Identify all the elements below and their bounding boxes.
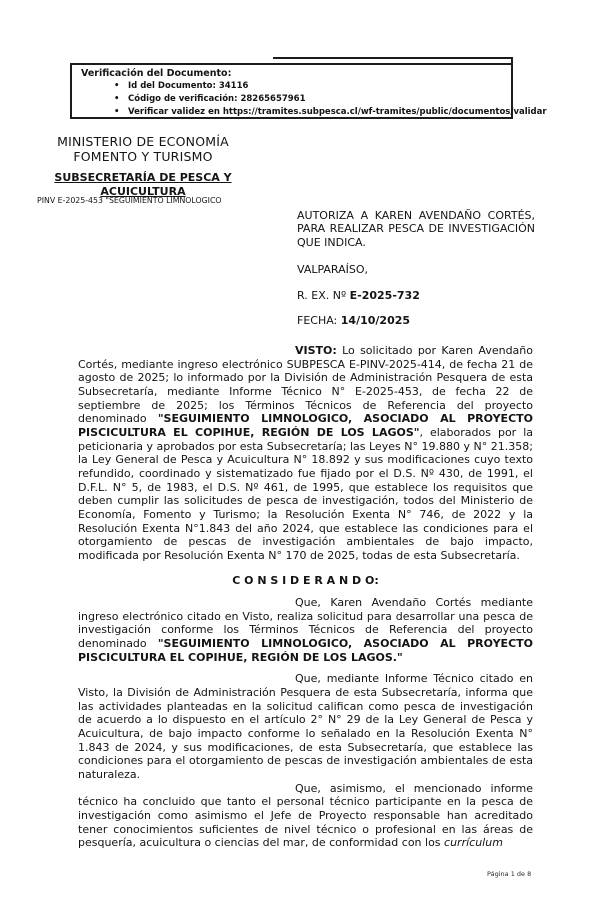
file-reference: PINV E-2025-453 "SEGUIMIENTO LIMNOLOGICO — [37, 196, 222, 205]
considerando-paragraph-2: Que, mediante Informe Técnico citado en Visto, la División de Administración Pesquera de esta Subsecretaría, informa que las actividades planteadas en la solicitud califican como pesca de investigación de acuerdo a lo dispuesto en el artículo 2° N° 29 de la Ley General de Pesca y Acuicultura, de bajo impacto conforme lo señalado en la Resolución Exenta N° 1.843 de 2024, y sus modificaciones, de esta Subsecretaría, que establece las condiciones para el otorgamiento de pescas de investigación ambientales de esta naturaleza. — [78, 672, 533, 782]
verification-box — [70, 63, 547, 119]
considerando-paragraph-3 — [78, 782, 533, 850]
ministry-line-2: FOMENTO Y TURISMO — [73, 149, 213, 164]
verification-item-document-id — [81, 80, 511, 93]
curriculum-italic: currículum — [444, 836, 503, 850]
visto-paragraph — [78, 344, 533, 563]
bullet-icon: • — [114, 81, 120, 91]
resolution-number-label: R. EX. Nº — [297, 288, 350, 302]
verification-item-url — [81, 106, 547, 119]
verification-title: Verificación del Documento: — [81, 68, 232, 79]
subsecretary-name — [38, 171, 248, 198]
bullet-icon: • — [114, 107, 120, 117]
subsecretary-line-1: SUBSECRETARÍA DE PESCA Y — [54, 171, 232, 184]
verification-url-text: Verificar validez en https://tramites.subpesca.cl/wf-tramites/public/documentos/validar — [128, 107, 547, 117]
resolution-subject: AUTORIZA A KAREN AVENDAÑO CORTÉS, PARA REALIZAR PESCA DE INVESTIGACIÓN QUE INDICA. — [297, 209, 535, 249]
date-line — [297, 314, 535, 327]
letterhead — [38, 134, 248, 198]
considerando-paragraph-1 — [78, 596, 533, 664]
visto-label: VISTO: — [295, 344, 337, 357]
page-number-indicator: Página 1 de 8 — [487, 870, 532, 878]
date-value: 14/10/2025 — [340, 314, 411, 328]
project-title-bold: "SEGUIMIENTO LIMNOLOGICO, ASOCIADO AL PROYECTO PISCICULTURA EL COPIHUE, REGIÓN DE LOS LAGOS." — [78, 637, 534, 664]
verification-item-text: Código de verificación: 28265657961 — [128, 94, 306, 104]
ministry-line-1: MINISTERIO DE ECONOMÍA — [57, 134, 229, 149]
document-body — [78, 344, 533, 850]
considerando-heading: C O N S I D E R A N D O: — [232, 573, 379, 587]
date-label: FECHA: — [297, 314, 341, 328]
visto-text-2: , elaborados por la peticionaria y aprobados por esta Subsecretaría; las Leyes N° 19.880 y N° 21.358; la Ley General de Pesca y Acuicultura N° 18.892 y sus modificaciones cuyo texto refundido, coordinado y sistematizado fue fijado por el D.S. Nº 430, de 1991, el D.F.L. N° 5, de 1983, el D.S. Nº 461, de 1995, que establece los requisitos que deben cumplir las solicitudes de pesca de investigación, todos del Ministerio de Economía, Fomento y Turismo; la Resolución Exenta N° 746, de 2022 y la Resolución Exenta N°1.843 del año 2024, que establece las condiciones para el otorgamiento de pescas de investigación ambientales de bajo impacto, modificada por Resolución Exenta N° 170 de 2025, todas de esta Subsecretaría. — [78, 425, 533, 562]
visto-text-1: Lo solicitado por Karen Avendaño Cortés, mediante ingreso electrónico SUBPESCA E-PINV-2025-414, de fecha 21 de agosto de 2025; lo informado por la División de Administración Pesquera de esta Subsecretaría, mediante Informe Técnico N° E-2025-453, de fecha 22 de septiembre de 2025; los Términos Técnicos de Referencia del proyecto denominado — [78, 344, 533, 426]
paragraph-1-text: Que, Karen Avendaño Cortés mediante ingreso electrónico citado en Visto, realiza solicitud para desarrollar una pesca de investigación conforme los Términos Técnicos de Referencia del proyecto denominado — [78, 596, 533, 651]
verification-item-text: Id del Documento: 34116 — [128, 81, 249, 91]
verification-item-code — [81, 93, 511, 106]
project-title-bold: "SEGUIMIENTO LIMNOLOGICO, ASOCIADO AL PROYECTO PISCICULTURA EL COPIHUE, REGIÓN DE LOS LAGOS" — [78, 412, 534, 439]
ministry-name — [38, 134, 248, 164]
paragraph-3-text: Que, asimismo, el mencionado informe técnico ha concluido que tanto el personal técnico participante en la pesca de investigación como asimismo el Jefe de Proyecto responsable han acreditado tener conocimientos suficientes de nivel técnico o profesional en las áreas de pesquería, acuicultura o ciencias del mar, de conformidad con los — [78, 781, 533, 850]
city-line: VALPARAÍSO, — [297, 263, 369, 277]
resolution-number-value: E-2025-732 — [349, 288, 420, 302]
subsecretary-line-2: ACUICULTURA — [100, 184, 186, 198]
resolution-number-line — [297, 289, 535, 302]
bullet-icon: • — [114, 94, 120, 104]
resolution-title-block — [297, 209, 535, 338]
